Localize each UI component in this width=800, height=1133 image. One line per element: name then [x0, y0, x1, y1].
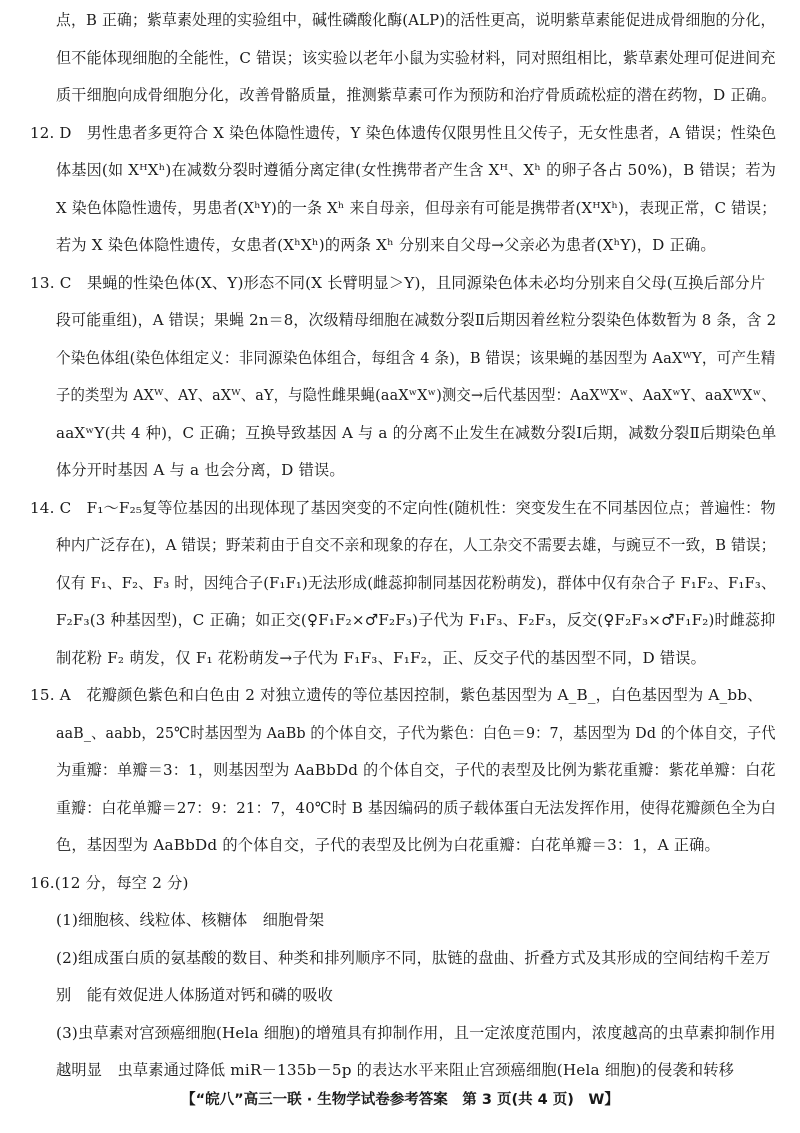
text-line: 仅有 F₁、F₂、F₃ 时，因纯合子(F₁F₁)无法形成(雌蕊抑制同基因花粉萌发)，群体中仅有杂合子 F₁F₂、F₁F₃、 [56, 574, 776, 592]
text-line: X 染色体隐性遗传，男患者(XʰY)的一条 Xʰ 来自母亲，但母亲有可能是携带者(XᴴXʰ)，表现正常，C 错误； [56, 199, 777, 217]
text-line: 别 能有效促进人体肠道对钙和磷的吸收 [56, 986, 333, 1004]
answer-15-line: 15. A 花瓣颜色紫色和白色由 2 对独立遗传的等位基因控制，紫色基因型为 A_B_，白色基因型为 A_bb、 [30, 686, 763, 704]
text-line: (3)虫草素对宫颈癌细胞(Hela 细胞)的增殖具有抑制作用，且一定浓度范围内，浓度越高的虫草素抑制作用 [56, 1024, 776, 1042]
text-line: 种内广泛存在)，A 错误；野茉莉由于自交不亲和现象的存在，人工杂交不需要去雄，与豌豆不一致，B 错误； [56, 536, 776, 554]
text-line: aaB_、aabb，25℃时基因型为 AaBb 的个体自交，子代为紫色：白色＝9：7，基因型为 Dd 的个体自交，子代 [56, 724, 776, 742]
text-line: aaXʷY(共 4 种)，C 正确；互换导致基因 A 与 a 的分离不止发生在减数分裂Ⅰ后期，减数分裂Ⅱ后期染色单 [56, 424, 777, 442]
text-line: 为重瓣：单瓣＝3：1，则基因型为 AaBbDd 的个体自交，子代的表型及比例为紫花重瓣：紫花单瓣：白花 [56, 761, 776, 779]
text-line: 体基因(如 XᴴXʰ)在减数分裂时遵循分离定律(女性携带者产生含 Xᴴ、Xʰ 的卵子各占 50%)，B 错误；若为 [56, 161, 777, 179]
text-line: 越明显 虫草素通过降低 miR－135b－5p 的表达水平来阻止宫颈癌细胞(Hela 细胞)的侵袭和转移 [56, 1061, 735, 1079]
text-line: 若为 X 染色体隐性遗传，女患者(XʰXʰ)的两条 Xʰ 分别来自父母→父亲必为患者(XʰY)，D 正确。 [56, 236, 716, 254]
text-line: 但不能体现细胞的全能性，C 错误；该实验以老年小鼠为实验材料，同对照组相比，紫草素处理可促进间充 [56, 49, 776, 67]
answer-12-line: 12. D 男性患者多更符合 X 染色体隐性遗传，Y 染色体遗传仅限男性且父传子，无女性患者，A 错误；性染色 [30, 124, 777, 142]
text-line: 子的类型为 AXᵂ、AY、aXᵂ、aY，与隐性雌果蝇(aaXʷXʷ)测交→后代基因型：AaXᵂXʷ、AaXʷY、aaXᵂXʷ、 [56, 386, 776, 404]
text-line: 重瓣：白花单瓣＝27：9：21：7，40℃时 B 基因编码的质子载体蛋白无法发挥作用，使得花瓣颜色全为白 [56, 799, 777, 817]
text-line: F₂F₃(3 种基因型)，C 正确；如正交(♀F₁F₂×♂F₂F₃)子代为 F₁F₃、F₂F₃，反交(♀F₂F₃×♂F₁F₂)时雌蕊抑 [56, 611, 776, 629]
text-line: (1)细胞核、线粒体、核糖体 细胞骨架 [56, 911, 325, 929]
answer-16-heading: 16.(12 分，每空 2 分) [30, 874, 189, 892]
text-line: 色，基因型为 AaBbDd 的个体自交，子代的表型及比例为白花重瓣：白花单瓣＝3：1，A 正确。 [56, 836, 720, 854]
text-line: 体分开时基因 A 与 a 也会分离，D 错误。 [56, 461, 345, 479]
text-line: 点，B 正确；紫草素处理的实验组中，碱性磷酸化酶(ALP)的活性更高，说明紫草素能促进成骨细胞的分化， [56, 11, 776, 29]
text-line: 个染色体组(染色体组定义：非同源染色体组合，每组含 4 条)，B 错误；该果蝇的基因型为 AaXᵂY，可产生精 [56, 349, 776, 367]
text-line: 段可能重组)，A 错误；果蝇 2n＝8，次级精母细胞在减数分裂Ⅱ后期因着丝粒分裂染色体数暂为 8 条，含 2 [56, 311, 777, 329]
text-line: 质干细胞向成骨细胞分化，改善骨骼质量，推测紫草素可作为预防和治疗骨质疏松症的潜在药物，D 正确。 [56, 86, 777, 104]
text-line: 制花粉 F₂ 萌发，仅 F₁ 花粉萌发→子代为 F₁F₃、F₁F₂，正、反交子代的基因型不同，D 错误。 [56, 649, 707, 667]
text-line: (2)组成蛋白质的氨基酸的数目、种类和排列顺序不同，肽链的盘曲、折叠方式及其形成的空间结构千差万 [56, 949, 771, 967]
answer-13-line: 13. C 果蝇的性染色体(X、Y)形态不同(X 长臂明显＞Y)，且同源染色体未必均分别来自父母(互换后部分片 [30, 274, 766, 292]
answer-14-line: 14. C F₁～F₂₅复等位基因的出现体现了基因突变的不定向性(随机性：突变发生在不同基因位点；普遍性：物 [30, 499, 776, 517]
page-footer: 【“皖八”高三一联 · 生物学试卷参考答案 第 3 页(共 4 页) W】 [181, 1092, 619, 1108]
